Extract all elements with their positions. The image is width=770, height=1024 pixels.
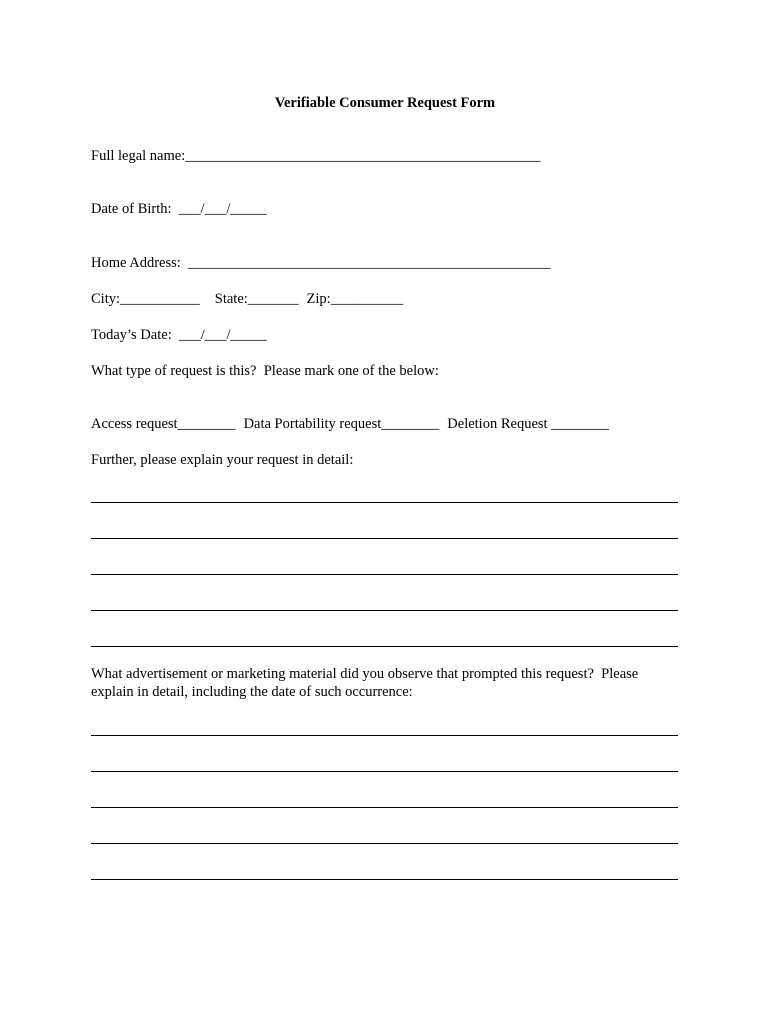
explanation-line-1[interactable] [91, 502, 678, 503]
advertisement-prompt-line-1: What advertisement or marketing material did you observe that prompted this request? Please [91, 666, 639, 682]
explain-request-prompt: Further, please explain your request in detail: [91, 452, 354, 468]
access-request-option[interactable]: Access request________ [91, 416, 236, 432]
request-type-prompt: What type of request is this? Please mark one of the below: [91, 363, 439, 379]
advertisement-line-2[interactable] [91, 771, 678, 772]
data-portability-request-option[interactable]: Data Portability request________ [243, 416, 440, 432]
advertisement-line-5[interactable] [91, 879, 678, 880]
deletion-request-option[interactable]: Deletion Request ________ [447, 416, 610, 432]
state-field[interactable]: State:_______ [214, 291, 299, 307]
request-type-options-row [91, 415, 609, 433]
advertisement-line-3[interactable] [91, 807, 678, 808]
date-of-birth-field[interactable]: Date of Birth: ___/___/_____ [91, 201, 267, 217]
explanation-line-5[interactable] [91, 646, 678, 647]
advertisement-prompt-line-2: explain in detail, including the date of such occurrence: [91, 684, 413, 700]
explanation-line-3[interactable] [91, 574, 678, 575]
full-legal-name-field[interactable]: Full legal name:_________________________________________________ [91, 148, 541, 164]
home-address-field[interactable]: Home Address: __________________________________________________ [91, 255, 551, 271]
explanation-line-2[interactable] [91, 538, 678, 539]
advertisement-line-1[interactable] [91, 735, 678, 736]
zip-field[interactable]: Zip:__________ [306, 291, 404, 307]
explanation-line-4[interactable] [91, 610, 678, 611]
todays-date-field[interactable]: Today’s Date: ___/___/_____ [91, 327, 267, 343]
city-field[interactable]: City:___________ [91, 291, 200, 307]
form-title: Verifiable Consumer Request Form [274, 95, 496, 111]
advertisement-line-4[interactable] [91, 843, 678, 844]
city-state-zip-row [91, 290, 403, 308]
